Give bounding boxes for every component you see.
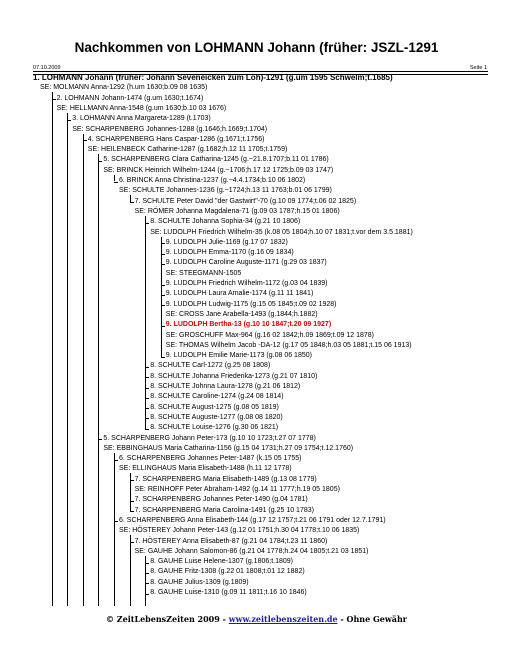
tree-connector-vertical <box>130 473 131 511</box>
tree-connector-horizontal <box>114 521 118 522</box>
spouse-entry: SE: GAUHE Johann Salomon-86 (g.21 04 1778;h.24 04 1805;t.21 03 1851) <box>134 547 369 555</box>
spouse-entry: SE: EBBINGHAUS Maria Catharina-1156 (g.15 04 1731;h.27 09 1754;t.12.1760) <box>103 444 354 452</box>
spouse-entry: SE: REINHOFF Peter Abraham-1492 (g.14 11 1777;h.19 05 1805) <box>134 486 340 493</box>
person-entry: 1. LOHMANN Johann (früher: Johann Seveneicken zum Loh)-1291 (g.um 1595 Schwelm;t.1685) <box>33 73 393 82</box>
tree-connector-horizontal <box>145 573 149 574</box>
person-entry: 7. SCHARPENBERG Johannes Peter-1490 (g.04 1781) <box>134 496 308 504</box>
person-entry: 9. LUDOLPH Julie-1169 (g.17 07 1832) <box>165 238 288 246</box>
spouse-entry: SE: STEEGMANN-1505 <box>165 269 242 277</box>
tree-connector-vertical <box>98 154 99 606</box>
tree-connector-horizontal <box>145 398 149 399</box>
spouse-entry: SE: HEILENBECK Catharine-1287 (g.1682;h.12 11 1705;t.1759) <box>87 146 288 154</box>
person-entry: 7. SCHARPENBERG Maria Carolina-1491 (g.25 10 1783) <box>134 506 314 514</box>
person-entry: 6. BRINCK Anna Christina-1237 (g.~4.4.1734;b.10 06 1802) <box>119 177 306 184</box>
tree-connector-horizontal <box>161 285 165 286</box>
page-footer <box>0 614 513 624</box>
tree-connector-horizontal <box>145 377 149 378</box>
person-entry: 6. SCHARPENBERG Anna Elisabeth-144 (g.17 12 1757;t.21 06 1791 oder 12.7.1791) <box>119 516 386 524</box>
tree-connector-horizontal <box>161 326 165 327</box>
person-entry: 8. GAUHE Luise-1310 (g.09 11 1811;t.16 10 1846) <box>150 589 307 596</box>
tree-connector-horizontal <box>145 418 149 419</box>
page-title: Nachkommen von LOHMANN Johann (früher: JSZL-1291 <box>74 40 439 55</box>
tree-connector-vertical <box>67 113 68 606</box>
spouse-entry: SE: SCHULTE Johannes-1236 (g.~1724;h.13 11 1763;b.01 06 1799) <box>119 187 332 195</box>
person-entry: 9. LUDOLPH Laura Amalie-1174 (g.11 11 1841) <box>165 290 314 298</box>
tree-connector-horizontal <box>161 264 165 265</box>
tree-connector-vertical <box>130 195 131 202</box>
tree-connector-vertical <box>130 535 131 606</box>
person-entry: 5. SCHARPENBERG Johann Peter-173 (g.10 10 1723;t.27 07 1778) <box>103 434 316 442</box>
tree-connector-vertical <box>114 453 115 606</box>
person-entry: 3. LOHMANN Anna Margareta-1289 (t.1703) <box>72 115 211 123</box>
tree-connector-horizontal <box>145 388 149 389</box>
spouse-entry: SE: HÖSTEREY Johann Peter-143 (g.12 01 1751;h.30 04 1778;t.10 06 1835) <box>119 527 360 535</box>
person-entry: 9. LUDOLPH Emma-1170 (g.16 09 1834) <box>165 249 294 257</box>
person-entry: 8. SCHULTE Carl-1272 (g.25 08 1808) <box>150 362 271 370</box>
person-entry: 8. SCHULTE Caroline-1274 (g.24 08 1814) <box>150 393 284 401</box>
tree-connector-horizontal <box>161 295 165 296</box>
person-entry: 7. SCHARPENBERG Maria Elisabeth-1489 (g.13 08 1779) <box>134 475 317 483</box>
tree-connector-horizontal <box>145 408 149 409</box>
tree-connector-horizontal <box>114 182 118 183</box>
spouse-entry: SE: RÖMER Johanna Magdalena-71 (g.09 03 1787;h.15 01 1806) <box>134 207 340 215</box>
tree-connector-horizontal <box>145 223 149 224</box>
tree-connector-horizontal <box>130 501 134 502</box>
person-entry: 9. LUDOLPH Emilie Marie-1173 (g.08 06 1850) <box>165 352 312 360</box>
footer-copyright: © ZeitLebensZeiten 2009 - <box>106 614 229 624</box>
person-entry: 9. LUDOLPH Ludwig-1175 (g.15 05 1845;t.09 02 1928) <box>165 300 337 308</box>
tree-connector-vertical <box>114 175 115 182</box>
tree-connector-vertical <box>52 92 53 606</box>
person-entry: 2. LOHMANN Johann-1474 (g.um 1630;t.1674) <box>56 94 204 102</box>
tree-connector-horizontal <box>130 542 134 543</box>
person-entry: 6. SCHARPENBERG Johannes Peter-1487 (k.15 05 1755) <box>119 455 302 463</box>
tree-connector-horizontal <box>161 305 165 306</box>
person-entry: 9. LUDOLPH Bertha-13 (g.10 10 1847;t.20 09 1927) <box>165 321 332 329</box>
tree-connector-horizontal <box>98 439 102 440</box>
page-number: Seite 1 <box>469 65 487 71</box>
print-date: 07.10.2009 <box>33 65 61 71</box>
person-entry: 8. SCHULTE Johnna Laura-1278 (g.21 06 1812) <box>150 383 301 390</box>
spouse-entry: SE: BRINCK Heinrich Wilhelm-1244 (g.~1706;h.17 12 1725;b.09 03 1747) <box>103 166 334 174</box>
tree-connector-horizontal <box>130 511 134 512</box>
person-entry: 8. GAUHE Fritz-1308 (g.22 01 1808;t.01 12 1882) <box>150 568 305 576</box>
tree-connector-horizontal <box>98 161 102 162</box>
person-entry: 8. SCHULTE Johanna Sophia-34 (g.21 10 1806) <box>150 218 301 226</box>
spouse-entry: SE: CROSS Jane Arabella-1493 (g.1844;h.1882) <box>165 310 318 318</box>
spouse-entry: SE: HELLMANN Anna-1548 (g.um 1630;b.10 03 1676) <box>56 104 227 112</box>
spouse-entry: SE: ELLINGHAUS Maria Elisabeth-1488 (h.11 12 1778) <box>119 465 292 473</box>
person-entry: 8. SCHULTE August-1275 (g.08 05 1819) <box>150 403 279 411</box>
spouse-entry: SE: MOLMANN Anna-1292 (h.um 1630;b.09 08 1635) <box>40 84 208 92</box>
tree-connector-horizontal <box>145 594 149 595</box>
person-entry: 5. SCHARPENBERG Clara Catharina-1245 (g.~21.8.1707;b.11 01 1786) <box>103 156 329 164</box>
tree-connector-horizontal <box>145 429 149 430</box>
tree-connector-horizontal <box>161 357 165 358</box>
person-entry: 8. SCHULTE Johanna Friederika-1273 (g.21 07 1810) <box>150 372 318 380</box>
tree-connector-horizontal <box>130 480 134 481</box>
person-entry: 7. SCHULTE Peter David "der Gastwirt"-70 (g.10 09 1774;t.06 02 1825) <box>134 197 357 205</box>
tree-connector-horizontal <box>161 254 165 255</box>
tree-connector-horizontal <box>130 202 134 203</box>
tree-connector-horizontal <box>145 367 149 368</box>
tree-connector-horizontal <box>114 460 118 461</box>
tree-connector-horizontal <box>145 583 149 584</box>
tree-connector-vertical <box>83 134 84 607</box>
person-entry: 8. GAUHE Luise Helene-1307 (g.1806;t.1809) <box>150 558 293 566</box>
tree-connector-vertical <box>145 216 146 429</box>
tree-connector-horizontal <box>67 120 71 121</box>
footer-website-link[interactable]: www.zeitlebenszeiten.de <box>228 614 338 624</box>
tree-connector-horizontal <box>52 99 56 100</box>
tree-connector-horizontal <box>83 140 87 141</box>
tree-connector-horizontal <box>145 563 149 564</box>
spouse-entry: SE: GROSCHUFF Max-964 (g.16 02 1842;h.09 1869;t.09 12 1878) <box>165 331 374 339</box>
person-entry: 8. SCHULTE Louise-1276 (g.30 06 1821) <box>150 424 279 432</box>
person-entry: 8. GAUHE Julius-1309 (g.1809) <box>150 578 249 586</box>
spouse-entry: SE: SCHARPENBERG Johannes-1288 (g.1646;h.1669;t.1704) <box>72 125 268 133</box>
person-entry: 7. HÖSTEREY Anna Elisabeth-87 (g.21 04 1784;t.23 11 1860) <box>134 537 328 545</box>
person-entry: 8. SCHULTE Auguste-1277 (g.08 08 1820) <box>150 413 283 421</box>
person-entry: 9. LUDOLPH Friedrich Wilhelm-1172 (g.03 04 1839) <box>165 280 328 287</box>
footer-disclaimer: - Ohne Gewähr <box>337 614 407 624</box>
spouse-entry: SE: LUDOLPH Friedrich Wilhelm-35 (k.08 05 1804;h.10 07 1831;t.vor dem 3.5.1881) <box>150 228 413 236</box>
person-entry: 4. SCHARPENBERG Hans Caspar-1286 (g.1671;t.1756) <box>87 135 265 143</box>
person-entry: 9. LUDOLPH Caroline Auguste-1171 (g.29 03 1837) <box>165 259 327 267</box>
spouse-entry: SE: THOMAS Wilhelm Jacob -DA-12 (g.17 05 1848;h.03 05 1881;t.15 06 1913) <box>165 341 412 349</box>
tree-connector-horizontal <box>161 243 165 244</box>
